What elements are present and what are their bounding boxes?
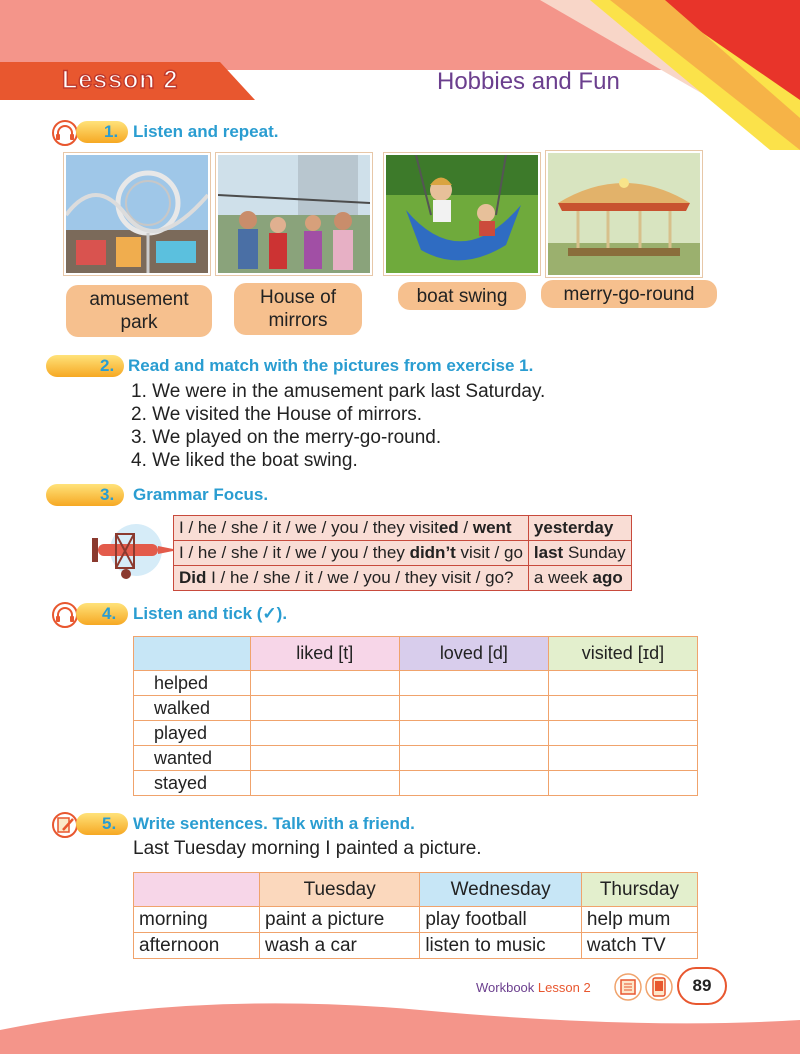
picture-amusement-park <box>64 153 210 275</box>
tick-row-label: stayed <box>134 771 251 796</box>
tick-header-cell: visited [ɪd] <box>548 637 697 671</box>
exercise4-number: 4. <box>102 604 117 623</box>
tick-cell[interactable] <box>250 671 399 696</box>
tick-row-label: helped <box>134 671 251 696</box>
days-cell: help mum <box>581 907 697 933</box>
sentence-2: 2. We visited the House of mirrors. <box>131 404 423 425</box>
days-row-label: afternoon <box>134 933 260 959</box>
grammar-cell <box>528 541 631 566</box>
picture-merry-go-round <box>546 151 702 277</box>
tick-cell[interactable] <box>548 746 697 771</box>
table-row <box>134 671 698 696</box>
tick-header-empty <box>134 637 251 671</box>
tick-row-label: played <box>134 721 251 746</box>
exercise2-number: 2. <box>100 356 115 375</box>
tick-header-cell: loved [d] <box>399 637 548 671</box>
days-row-label: morning <box>134 907 260 933</box>
tick-cell[interactable] <box>250 771 399 796</box>
tick-cell[interactable] <box>548 771 697 796</box>
picture-house-of-mirrors <box>216 153 372 275</box>
grammar-bold: yesterday <box>533 518 614 537</box>
table-row <box>134 696 698 721</box>
lesson-label: Lesson 2 <box>62 66 179 94</box>
tick-table-header <box>134 637 698 671</box>
exercise1-pill <box>76 121 128 143</box>
exercise1-instruction: Listen and repeat. <box>133 122 279 141</box>
table-row <box>134 746 698 771</box>
caption-line: mirrors <box>268 310 328 331</box>
page-title: Hobbies and Fun <box>437 68 620 95</box>
exercise3-instruction: Grammar Focus. <box>133 485 269 504</box>
sentence-3: 3. We played on the merry-go-round. <box>131 427 442 448</box>
days-header-cell: Wednesday <box>420 873 582 907</box>
days-table <box>133 872 698 959</box>
tick-cell[interactable] <box>250 696 399 721</box>
picture-boat-swing <box>384 153 540 275</box>
grammar-bold: didn’t <box>409 543 456 562</box>
tick-cell[interactable] <box>548 721 697 746</box>
tick-cell[interactable] <box>250 721 399 746</box>
grammar-cell <box>528 566 631 591</box>
grammar-text: / <box>458 518 473 537</box>
caption-amusement-park <box>66 285 212 337</box>
tick-cell[interactable] <box>399 771 548 796</box>
days-table-header <box>134 873 698 907</box>
grammar-row <box>174 516 632 541</box>
sentence-4: 4. We liked the boat swing. <box>131 450 358 471</box>
tick-cell[interactable] <box>399 721 548 746</box>
days-header-cell: Tuesday <box>260 873 420 907</box>
grammar-bold: last <box>533 543 564 562</box>
days-cell: play football <box>420 907 582 933</box>
tick-header-cell: liked [t] <box>250 637 399 671</box>
days-cell: wash a car <box>260 933 420 959</box>
days-cell: paint a picture <box>260 907 420 933</box>
workbook-reference[interactable] <box>476 980 591 995</box>
tick-row-label: walked <box>134 696 251 721</box>
days-header-cell: Thursday <box>581 873 697 907</box>
grammar-text: visit / go <box>455 543 523 562</box>
grammar-row <box>174 541 632 566</box>
sentence-1: 1. We were in the amusement park last Saturday. <box>131 381 546 402</box>
caption-merry-go-round: merry-go-round <box>541 280 717 308</box>
grammar-text: a week <box>533 568 593 587</box>
caption-line: park <box>120 312 158 333</box>
grammar-text: I / he / she / it / we / you / they <box>179 543 410 562</box>
grammar-text: Sunday <box>563 543 626 562</box>
days-header-empty <box>134 873 260 907</box>
table-row <box>134 907 698 933</box>
grammar-bold: ago <box>592 568 623 587</box>
tick-row-label: wanted <box>134 746 251 771</box>
tick-cell[interactable] <box>548 696 697 721</box>
exercise5-number: 5. <box>102 814 117 833</box>
workbook-label: Workbook <box>476 980 535 995</box>
tick-cell[interactable] <box>250 746 399 771</box>
caption-boat-swing: boat swing <box>398 282 526 310</box>
workbook-lesson: Lesson 2 <box>537 980 591 995</box>
grammar-cell <box>528 516 631 541</box>
exercise5-instruction: Write sentences. Talk with a friend. <box>133 814 415 833</box>
tablet-icon <box>645 973 673 1001</box>
grammar-cell <box>174 566 529 591</box>
caption-line: amusement <box>89 289 189 310</box>
exercise4-instruction: Listen and tick (✓). <box>133 604 288 623</box>
headphones-icon <box>52 120 78 146</box>
footer-wave <box>0 990 800 1054</box>
tick-table <box>133 636 698 796</box>
exercise1-number: 1. <box>104 122 119 141</box>
headphones-icon <box>52 602 78 628</box>
tick-cell[interactable] <box>399 671 548 696</box>
table-row <box>134 771 698 796</box>
grammar-bold: went <box>472 518 512 537</box>
caption-house-of-mirrors <box>234 283 362 335</box>
caption-line: House of <box>259 287 337 308</box>
grammar-cell <box>174 541 529 566</box>
days-cell: listen to music <box>420 933 582 959</box>
page-number: 89 <box>677 967 727 1005</box>
exercise3-number: 3. <box>100 485 115 504</box>
grammar-text: I / he / she / it / we / you / they visit / go? <box>206 568 514 587</box>
grammar-table <box>173 515 632 591</box>
table-row <box>134 933 698 959</box>
airplane-icon <box>88 522 178 582</box>
grammar-bold: Did <box>179 568 207 587</box>
grammar-text: I / he / she / it / we / you / they visit <box>179 518 439 537</box>
workbook-icon <box>614 973 642 1001</box>
tick-cell[interactable] <box>399 746 548 771</box>
table-row <box>134 721 698 746</box>
example-sentence: Last Tuesday morning I painted a picture. <box>133 838 482 859</box>
days-cell: watch TV <box>581 933 697 959</box>
tick-cell[interactable] <box>548 671 697 696</box>
tick-cell[interactable] <box>399 696 548 721</box>
exercise2-instruction: Read and match with the pictures from exercise 1. <box>128 356 534 375</box>
pencil-notebook-icon <box>52 812 78 838</box>
grammar-cell <box>174 516 529 541</box>
grammar-bold: ed <box>438 518 459 537</box>
grammar-row <box>174 566 632 591</box>
